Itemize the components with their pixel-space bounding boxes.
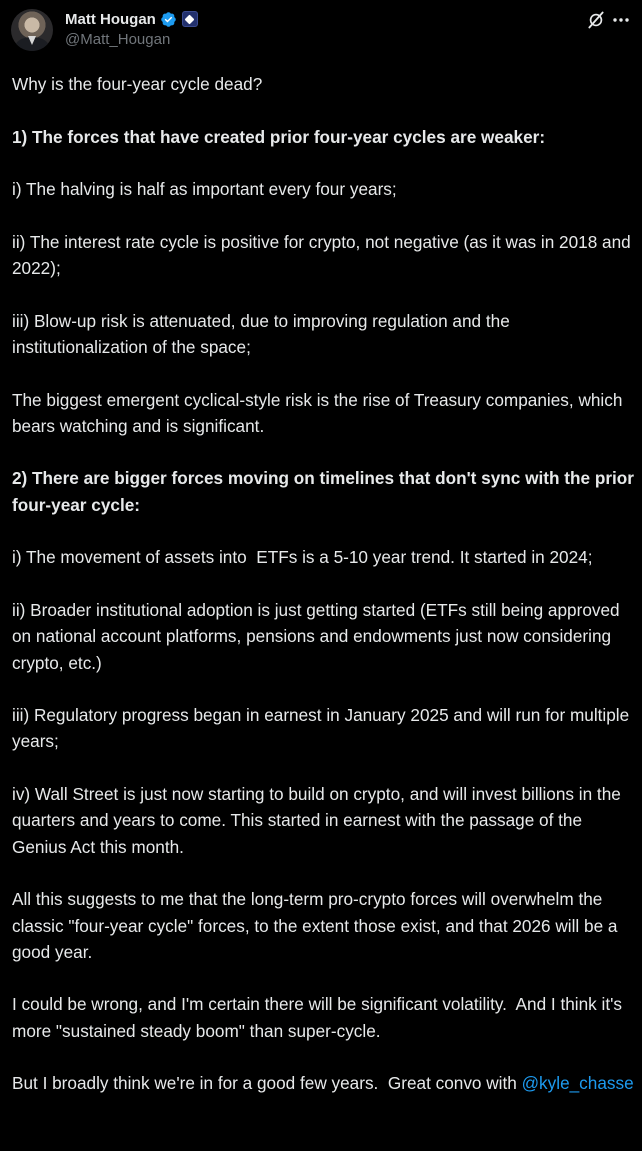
- tweet-paragraph: iv) Wall Street is just now starting to build on crypto, and will invest billions in the quarters and years to come. This started in earnest with the passage of the Genius Act this month.: [12, 784, 626, 857]
- affiliate-badge-glyph: [185, 14, 195, 24]
- tweet-paragraph-final: [12, 1070, 634, 1096]
- paragraph-gap: [12, 860, 634, 886]
- final-paragraph-text: But I broadly think we're in for a good few years. Great convo with: [12, 1073, 522, 1094]
- tweet-paragraph: I could be wrong, and I'm certain there will be significant volatility. And I think it's more "sustained steady boom" than super-cycle.: [12, 994, 627, 1041]
- paragraph-gap: [12, 439, 634, 465]
- paragraph-gap: [12, 518, 634, 544]
- author-handle[interactable]: @Matt_Hougan: [65, 31, 171, 48]
- author-display-name[interactable]: Matt Hougan: [65, 10, 156, 28]
- tweet-text: [12, 71, 639, 1097]
- tweet-paragraph: ii) The interest rate cycle is positive for crypto, not negative (as it was in 2018 and 2022);: [12, 231, 636, 279]
- paragraph-gap: [12, 571, 634, 597]
- tweet-paragraph: All this suggests to me that the long-term pro-crypto forces will overwhelm the classic "four-year cycle" forces, to the extent those exist, and that 2026 will be a good year.: [12, 889, 623, 962]
- grok-icon[interactable]: [586, 10, 606, 30]
- tweet-paragraph: iii) Blow-up risk is attenuated, due to improving regulation and the institutionalization of the space;: [12, 310, 515, 357]
- mention-link[interactable]: @kyle_chasse: [521, 1073, 634, 1094]
- paragraph-gap: [12, 755, 634, 781]
- tweet-paragraph: iii) Regulatory progress began in earnest in January 2025 and will run for multiple years;: [12, 705, 634, 752]
- paragraph-gap: [12, 965, 634, 991]
- avatar[interactable]: [11, 9, 53, 51]
- author-name-row: [65, 9, 198, 29]
- paragraph-gap: [12, 360, 634, 386]
- paragraph-gap: [12, 150, 634, 176]
- paragraph-gap: [12, 281, 634, 307]
- tweet-paragraph: 2) There are bigger forces moving on timelines that don't sync with the prior four-year cycle:: [12, 468, 639, 515]
- more-options-icon[interactable]: [613, 16, 629, 24]
- affiliate-badge-icon[interactable]: [182, 11, 198, 27]
- paragraph-gap: [12, 202, 634, 228]
- paragraph-gap: [12, 97, 634, 123]
- tweet-paragraph: ii) Broader institutional adoption is just getting started (ETFs still being approved on national account platforms, pensions and endowments just now considering crypto, etc.): [12, 599, 625, 673]
- tweet-paragraph: Why is the four-year cycle dead?: [12, 74, 263, 94]
- paragraph-gap: [12, 1044, 634, 1070]
- tweet-paragraph: i) The halving is half as important every four years;: [12, 179, 397, 200]
- verified-badge-icon[interactable]: [160, 11, 177, 28]
- paragraph-gap: [12, 676, 634, 702]
- tweet-header: [0, 0, 642, 60]
- tweet-paragraph: 1) The forces that have created prior four-year cycles are weaker:: [12, 126, 546, 147]
- tweet-paragraph: i) The movement of assets into ETFs is a 5-10 year trend. It started in 2024;: [12, 547, 593, 568]
- tweet-paragraph: The biggest emergent cyclical-style risk is the rise of Treasury companies, which bears watching and is significant.: [12, 389, 628, 436]
